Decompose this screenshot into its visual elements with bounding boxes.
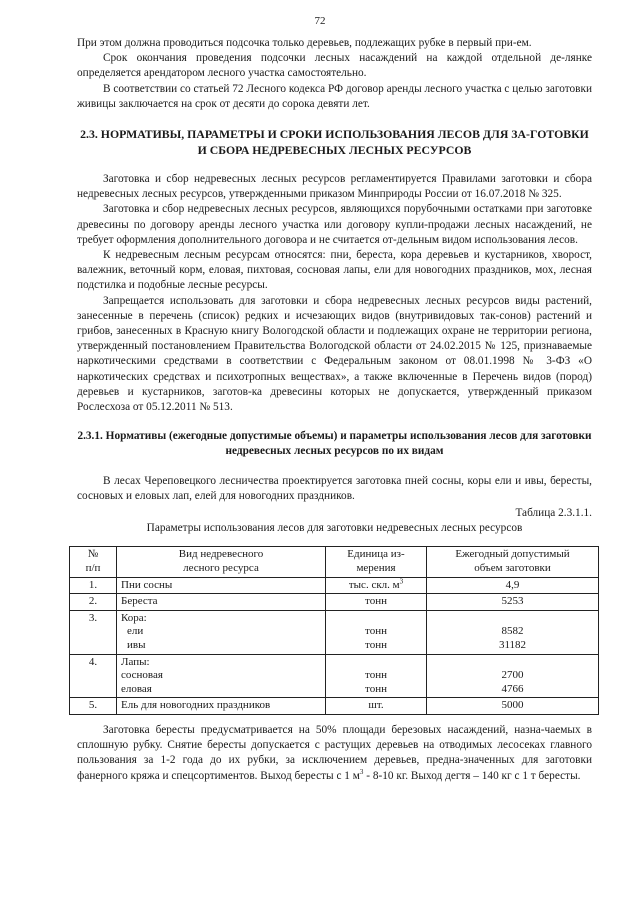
header-unit: Единица из- мерения (326, 547, 427, 577)
table-row (70, 610, 599, 654)
subsection-heading: 2.3.1. Нормативы (ежегодные допустимые объемы) и параметры использования лесов для заготовки недревесных лесных ресурсов по их видам (77, 430, 592, 458)
cell-volume: 5000 (427, 698, 599, 715)
cell-volume: 5253 (427, 594, 599, 611)
cell-type: Пни сосны (117, 577, 326, 594)
paragraph: Заготовка и сбор недревесных лесных ресурсов, являющихся порубочными остатками при заготовке древесины по договору аренды лесного участка или договору купли-продажи лесных насаждений, не требует оформления дополнительного договора и не считается от-дельным видом использования лесов. (77, 203, 592, 246)
cell-type: Ель для новогодних праздников (117, 698, 326, 715)
cell-volume: 2700 4766 (427, 654, 599, 698)
header-type: Вид недревесного лесного ресурса (117, 547, 326, 577)
paragraph: Запрещается использовать для заготовки и сбора недревесных лесных ресурсов виды растений, занесенные в перечень (список) редких и исчезающих видов (внутривидовых так-сонов) растений и грибов, занесенных в Красную книгу Вологодской области и подлежащих охране не территории региона, утвержденный постановлением Правительства Вологодской области от 24.02.2015 № 125, признаваемые наркотическими средствами в соответствии с Федеральным законом от 08.01.1998 № 3-ФЗ «О наркотических средствах и психотропных веществах», а также включенные в Перечень видов (пород) деревьев и кустарников, заготов-ка древесины которых не допускается, утвержденный приказом Рослесхоза от 05.12.2011 № 513. (77, 294, 592, 414)
cell-unit: тонн тонн (326, 610, 427, 654)
paragraph: Заготовка и сбор недревесных лесных ресурсов регламентируется Правилами заготовки и сбора недревесных лесных ресурсов, утвержденными приказом Минприроды России от 16.07.2018 № 325. (77, 173, 592, 201)
paragraph: При этом должна проводиться подсочка только деревьев, подлежащих рубке в первый при-ем. (77, 37, 532, 49)
paragraph: Заготовка бересты предусматривается на 50% площади березовых насаждений, назна-чаемых в сплошную рубку. Снятие бересты допускается с растущих деревьев на отводимых лесосеках главного пользования за 1-2 года до их рубки, за исключением деревьев, предна-значенных для заготовки фанерного кряжа и спецсортиментов. Выход бересты с 1 $м^3 - 8-10$ кг. Выход дегтя – 140 кг с 1 т бересты. (77, 724, 592, 782)
paragraph: К недревесным лесным ресурсам относятся: пни, береста, кора деревьев и кустарников, хворост, валежник, веточный корм, еловая, пихтовая, сосновая лапы, ели для новогодних праздников, мох, лесная подстилка и подобные лесные ресурсы. (77, 249, 592, 292)
cell-num: 2. (70, 594, 117, 611)
cell-unit: тыс. скл. $м^3$ (326, 577, 427, 594)
cell-volume: 4,9 (427, 577, 599, 594)
page-number: 72 (314, 15, 326, 27)
document-body (77, 36, 592, 784)
header-volume: Ежегодный допустимый объем заготовки (427, 547, 599, 577)
cell-type: Кора: ели ивы (117, 610, 326, 654)
cell-unit: тонн тонн (326, 654, 427, 698)
table-title: Параметры использования лесов для заготовки недревесных лесных ресурсов (146, 522, 523, 535)
table-row (70, 577, 599, 594)
unit-superscript: 3 (399, 577, 404, 586)
paragraph: В лесах Череповецкого лесничества проектируется заготовка пней сосны, коры ели и ивы, бересты, сосновых и еловых лап, елей для новогодних праздников. (77, 474, 592, 502)
resources-table (69, 546, 599, 715)
cell-type: Береста (117, 594, 326, 611)
section-heading: 2.3. НОРМАТИВЫ, ПАРАМЕТРЫ И СРОКИ ИСПОЛЬЗОВАНИЯ ЛЕСОВ ДЛЯ ЗА-ГОТОВКИ И СБОРА НЕДРЕВЕСНЫХ ЛЕСНЫХ РЕСУРСОВ (80, 127, 589, 158)
cell-volume: 8582 31182 (427, 610, 599, 654)
table-id: Таблица 2.3.1.1. (515, 507, 592, 520)
table-row (70, 594, 599, 611)
table-row (70, 698, 599, 715)
cell-num: 5. (70, 698, 117, 715)
paragraph: В соответствии со статьей 72 Лесного кодекса РФ договор аренды лесного участка с целью заготовки живицы заключается на срок от десяти до сорока девяти лет. (77, 82, 593, 110)
table-row (70, 654, 599, 698)
cell-unit: шт. (326, 698, 427, 715)
table-header-row (70, 547, 599, 577)
cell-num: 1. (70, 577, 117, 594)
paragraph: Срок окончания проведения подсочки лесных насаждений на каждой отдельной де-лянке определяется арендатором лесного участка самостоятельно. (77, 52, 592, 80)
header-num: № п/п (70, 547, 117, 577)
cell-num: 3. (70, 610, 117, 654)
cell-unit: тонн (326, 594, 427, 611)
cell-type: Лапы: сосновая еловая (117, 654, 326, 698)
unit-superscript: 3 (359, 767, 364, 776)
cell-num: 4. (70, 654, 117, 698)
